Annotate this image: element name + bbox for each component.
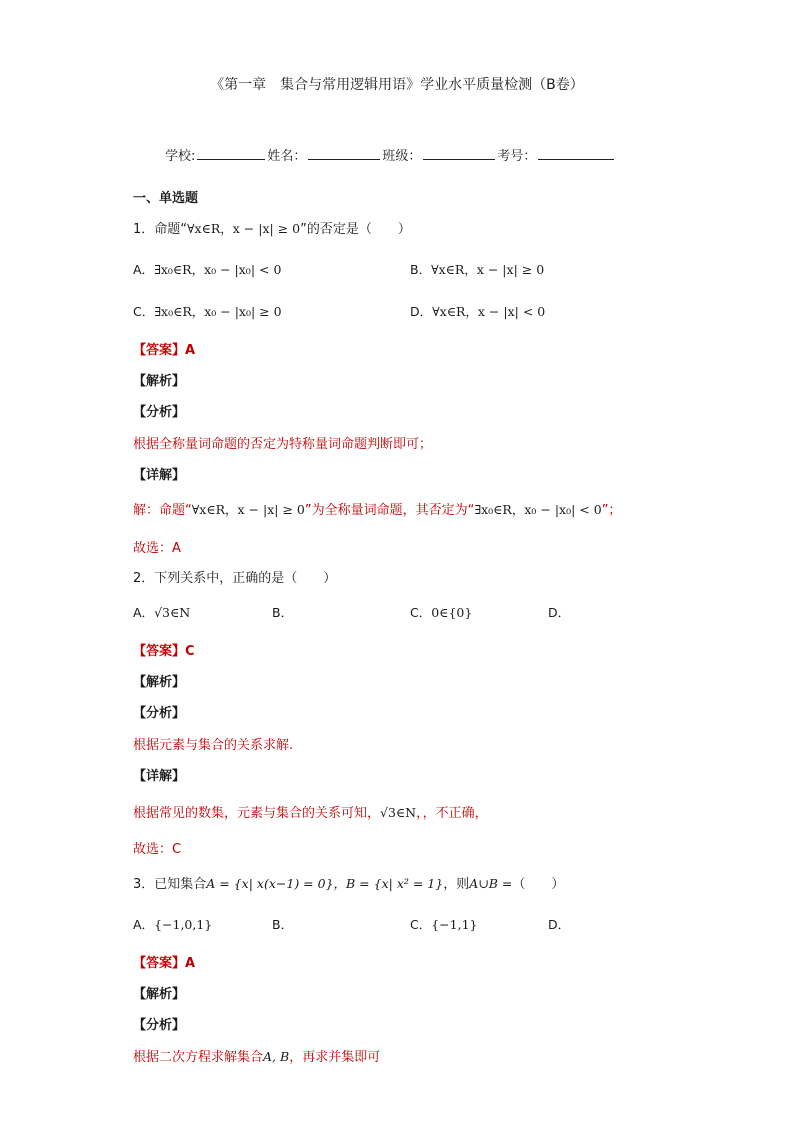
q1-analysis-label: 【解析】 xyxy=(133,374,186,389)
q1-stem xyxy=(133,218,411,237)
q1-pick-label: 故选： xyxy=(133,541,173,556)
q3-option-d xyxy=(548,915,570,933)
q2-detail-label: 【详解】 xyxy=(133,769,186,784)
q3-stem-mid: ，则 xyxy=(443,877,470,892)
q1-answer-value: A xyxy=(185,343,196,358)
q1-stem-pre: 1．命题“ xyxy=(133,222,188,237)
q2-fenxi-text: 根据元素与集合的关系求解. xyxy=(133,738,294,753)
q2-option-c xyxy=(410,603,472,621)
q1-option-d-text: ∀x∈R，x − |x| < 0 xyxy=(432,304,546,319)
q3-stem-post: （ ） xyxy=(512,877,565,892)
q1-answer xyxy=(133,339,195,358)
exam-no-blank xyxy=(538,145,614,160)
class-label: 班级： xyxy=(382,149,422,164)
q2-detail-pre: 根据常见的数集，元素与集合的关系可知， xyxy=(133,806,381,821)
q3-option-c xyxy=(410,915,478,933)
q3-fenxi-label: 【分析】 xyxy=(133,1018,186,1033)
q2-option-b-label: B． xyxy=(272,605,294,620)
q3-option-a-label: A． xyxy=(133,917,155,932)
q3-option-a xyxy=(133,915,212,933)
q2-option-a xyxy=(133,603,190,621)
q2-detail-post: ，，不正确， xyxy=(416,806,488,821)
school-label: 学校: xyxy=(165,149,196,164)
q1-stem-post: ”的否定是（ ） xyxy=(300,222,411,237)
q1-detail-post: ”； xyxy=(601,503,622,518)
q2-option-a-text: √3∈N xyxy=(154,605,191,620)
q3-answer xyxy=(133,952,195,971)
q3-answer-value: A xyxy=(185,956,196,971)
q2-detail-text xyxy=(133,802,488,821)
q3-fenxi-text xyxy=(133,1046,380,1065)
q1-detail-pre: 命题“ xyxy=(159,503,192,518)
q2-pick xyxy=(133,838,181,857)
q2-option-a-label: A． xyxy=(133,605,155,620)
q1-fenxi-text: 根据全称量词命题的否定为特称量词命题判断即可； xyxy=(133,437,433,452)
class-blank xyxy=(423,145,495,160)
name-blank xyxy=(308,145,380,160)
q1-stem-math: ∀x∈R，x − |x| ≥ 0 xyxy=(187,221,301,236)
q1-answer-label: 【答案】 xyxy=(133,343,186,358)
q3-option-b xyxy=(272,915,293,933)
page-title: 《第一章 集合与常用逻辑用语》学业水平质量检测（B卷） xyxy=(210,77,584,93)
q1-option-b xyxy=(410,260,544,278)
q1-option-d xyxy=(410,302,545,320)
name-label: 姓名： xyxy=(267,149,307,164)
q1-option-a xyxy=(133,260,281,278)
q3-option-c-label: C． xyxy=(410,917,432,932)
q2-pick-value: C xyxy=(172,842,182,857)
q1-option-b-label: B． xyxy=(410,262,432,277)
q3-stem-math: A = {x| x(x−1) = 0}，B = {x| x² = 1} xyxy=(206,876,444,891)
q2-answer xyxy=(133,640,195,659)
q1-detail-label: 【详解】 xyxy=(133,468,186,483)
q1-option-b-text: ∀x∈R，x − |x| ≥ 0 xyxy=(431,262,545,277)
q2-option-d-label: D． xyxy=(548,605,571,620)
q1-pick-value: A xyxy=(172,541,181,556)
q1-detail-math2: ∃x₀∈R，x₀ − |x₀| < 0 xyxy=(474,502,602,517)
q1-detail-prefix: 解： xyxy=(133,503,160,518)
q2-option-d xyxy=(548,603,570,621)
q3-option-d-label: D． xyxy=(548,917,571,932)
q3-stem-pre: 3．已知集合 xyxy=(133,877,207,892)
school-blank xyxy=(197,145,265,160)
q2-option-b xyxy=(272,603,293,621)
q3-fenxi-math: A, B xyxy=(263,1049,290,1064)
q3-fenxi-pre: 根据二次方程求解集合 xyxy=(133,1050,264,1065)
q3-analysis-label: 【解析】 xyxy=(133,987,186,1002)
q3-option-c-text: {−1,1} xyxy=(431,917,478,932)
q1-option-c-text: ∃x₀∈R，x₀ − |x₀| ≥ 0 xyxy=(154,304,282,319)
q2-detail-math: √3∈N xyxy=(380,805,417,820)
q3-stem-math2: A∪B = xyxy=(469,876,513,891)
q1-detail-text xyxy=(133,499,621,518)
q2-fenxi-label: 【分析】 xyxy=(133,706,186,721)
q3-stem xyxy=(133,873,564,892)
q1-option-d-label: D． xyxy=(410,304,433,319)
q1-detail-math1: ∀x∈R，x − |x| ≥ 0 xyxy=(191,502,305,517)
q2-stem: 2．下列关系中，正确的是（ ） xyxy=(133,571,337,586)
q1-option-c-label: C． xyxy=(133,304,155,319)
q2-pick-label: 故选： xyxy=(133,842,173,857)
q3-option-b-label: B． xyxy=(272,917,294,932)
q2-option-c-text: 0∈{0} xyxy=(431,605,473,620)
q3-option-a-text: {−1,0,1} xyxy=(154,917,213,932)
q1-detail-mid: ”为全称量词命题，其否定为“ xyxy=(304,503,475,518)
q1-pick xyxy=(133,537,181,556)
q1-fenxi-label: 【分析】 xyxy=(133,405,186,420)
q3-fenxi-post: ，再求并集即可 xyxy=(289,1050,381,1065)
q1-option-a-text: ∃x₀∈R，x₀ − |x₀| < 0 xyxy=(154,262,282,277)
q2-analysis-label: 【解析】 xyxy=(133,675,186,690)
exam-no-label: 考号： xyxy=(497,149,537,164)
q3-answer-label: 【答案】 xyxy=(133,956,186,971)
q2-option-c-label: C． xyxy=(410,605,432,620)
q1-option-a-label: A． xyxy=(133,262,155,277)
q2-answer-value: C xyxy=(185,644,195,659)
q1-option-c xyxy=(133,302,282,320)
section-heading: 一、单选题 xyxy=(133,191,199,206)
student-info-line xyxy=(165,145,616,164)
q2-answer-label: 【答案】 xyxy=(133,644,186,659)
